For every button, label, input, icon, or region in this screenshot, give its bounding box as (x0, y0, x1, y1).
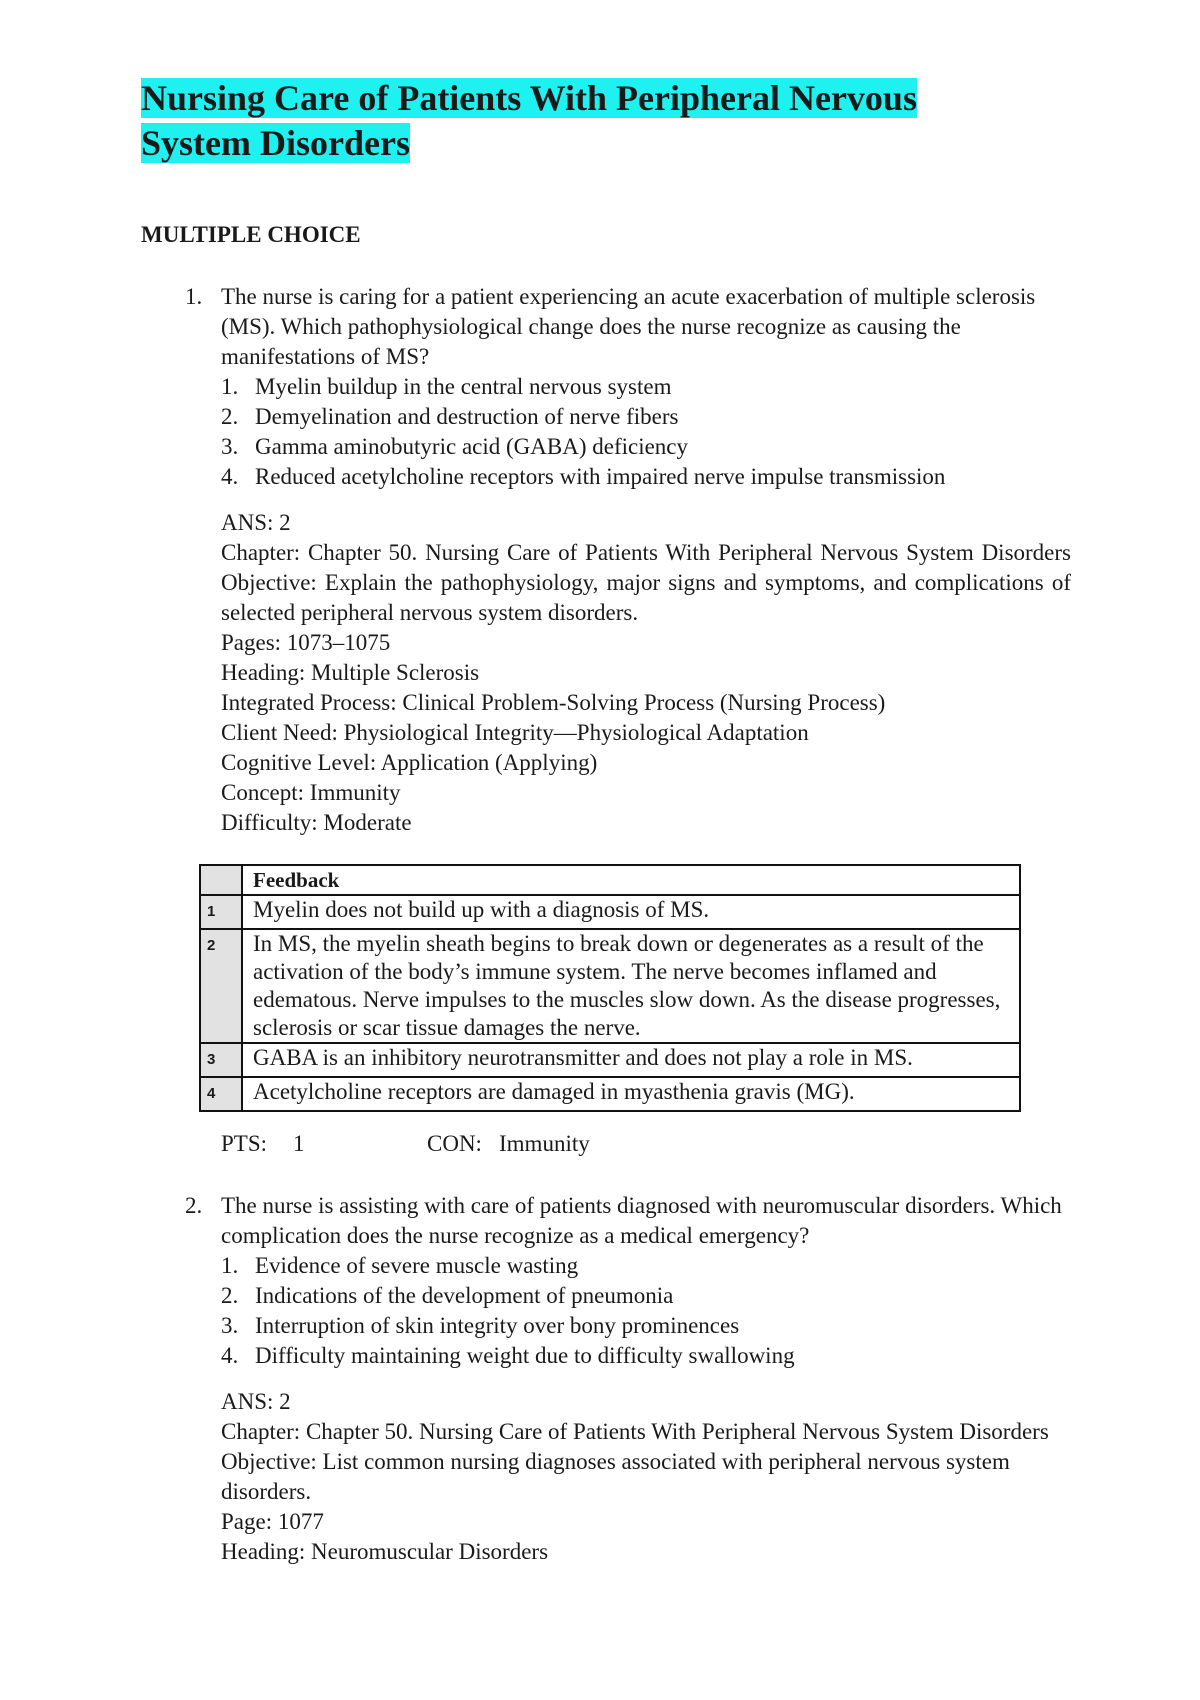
feedback-header-row (200, 865, 1020, 895)
integrated-process: Integrated Process: Clinical Problem-Solving Process (Nursing Process) (221, 690, 886, 715)
answer-options (221, 1251, 1085, 1371)
chapter-objective: Chapter: Chapter 50. Nursing Care of Patients With Peripheral Nervous System Disorders Objective: Explain the pathophysiology, major signs and symptoms, and complications of selected peripheral nervous system disorders. (221, 540, 1071, 625)
option-text: Interruption of skin integrity over bony prominences (255, 1313, 740, 1338)
feedback-header: Feedback (242, 865, 1020, 895)
option-number: 4. (221, 464, 239, 489)
page-title (141, 76, 1021, 166)
question-number: 2. (185, 1193, 203, 1218)
pts-value: 1 (293, 1131, 305, 1156)
client-need: Client Need: Physiological Integrity—Physiological Adaptation (221, 720, 809, 745)
feedback-text: Myelin does not build up with a diagnosis of MS. (242, 895, 1020, 929)
answer-key: ANS: 2 (221, 1389, 291, 1414)
option-number: 1. (221, 1253, 239, 1278)
question-1 (185, 282, 1085, 838)
feedback-text: In MS, the myelin sheath begins to break down or degenerates as a result of the activation of the body’s immune system. The nerve becomes inflamed and edematous. Nerve impulses to the muscles slow down. As the disease progresses, sclerosis or scar tissue damages the nerve. (242, 929, 1020, 1043)
question-number: 1. (185, 284, 203, 309)
feedback-number: 4 (200, 1077, 242, 1111)
option-number: 3. (221, 434, 239, 459)
cognitive-level: Cognitive Level: Application (Applying) (221, 750, 598, 775)
option-number: 2. (221, 404, 239, 429)
option-number: 2. (221, 1283, 239, 1308)
answer-options (221, 372, 1085, 492)
option-item (221, 462, 1085, 492)
option-item (221, 402, 1085, 432)
pts-label: PTS: (221, 1131, 268, 1156)
option-text: Difficulty maintaining weight due to difficulty swallowing (255, 1343, 795, 1368)
feedback-table (199, 864, 1021, 1112)
page-title-text: Nursing Care of Patients With Peripheral Nervous System Disorders (141, 78, 917, 163)
chapter-ref: Chapter: Chapter 50. Nursing Care of Patients With Peripheral Nervous System Disorders (221, 1419, 1049, 1444)
answer-key: ANS: 2 (221, 510, 291, 535)
option-item (221, 1281, 1085, 1311)
question-2 (185, 1191, 1085, 1567)
option-text: Gamma aminobutyric acid (GABA) deficiency (255, 434, 689, 459)
concept: Concept: Immunity (221, 780, 401, 805)
answer-metadata (221, 1387, 1071, 1567)
table-row (200, 1043, 1020, 1077)
option-text: Demyelination and destruction of nerve fibers (255, 404, 679, 429)
points-concept-line (221, 1131, 590, 1157)
feedback-text: GABA is an inhibitory neurotransmitter and does not play a role in MS. (242, 1043, 1020, 1077)
heading-ref: Heading: Multiple Sclerosis (221, 660, 480, 685)
question-text: The nurse is caring for a patient experiencing an acute exacerbation of multiple sclerosis (MS). Which pathophysiological change does the nurse recognize as causing the manifestations of MS? (221, 284, 1036, 369)
feedback-number: 1 (200, 895, 242, 929)
answer-metadata (221, 508, 1071, 838)
pages-ref: Pages: 1073–1075 (221, 630, 391, 655)
feedback-number: 3 (200, 1043, 242, 1077)
feedback-number: 2 (200, 929, 242, 1043)
feedback-header-blank (200, 865, 242, 895)
option-text: Myelin buildup in the central nervous system (255, 374, 672, 399)
page-ref: Page: 1077 (221, 1509, 324, 1534)
question-text: The nurse is assisting with care of patients diagnosed with neuromuscular disorders. Which complication does the nurse recognize as a medical emergency? (221, 1193, 1062, 1248)
feedback-text: Acetylcholine receptors are damaged in myasthenia gravis (MG). (242, 1077, 1020, 1111)
heading-ref: Heading: Neuromuscular Disorders (221, 1539, 549, 1564)
option-item (221, 1341, 1085, 1371)
option-item (221, 1311, 1085, 1341)
option-text: Indications of the development of pneumonia (255, 1283, 674, 1308)
option-text: Reduced acetylcholine receptors with impaired nerve impulse transmission (255, 464, 946, 489)
option-number: 3. (221, 1313, 239, 1338)
table-row (200, 1077, 1020, 1111)
option-item (221, 1251, 1085, 1281)
con-label: CON: (427, 1131, 482, 1156)
table-row (200, 895, 1020, 929)
option-item (221, 432, 1085, 462)
difficulty: Difficulty: Moderate (221, 810, 412, 835)
option-text: Evidence of severe muscle wasting (255, 1253, 579, 1278)
table-row (200, 929, 1020, 1043)
option-item (221, 372, 1085, 402)
section-heading: MULTIPLE CHOICE (141, 222, 361, 247)
option-number: 1. (221, 374, 239, 399)
objective: Objective: List common nursing diagnoses associated with peripheral nervous system disorders. (221, 1449, 1010, 1504)
option-number: 4. (221, 1343, 239, 1368)
con-value: Immunity (499, 1131, 590, 1156)
question-stem (185, 1191, 1085, 1251)
question-stem (185, 282, 1085, 372)
